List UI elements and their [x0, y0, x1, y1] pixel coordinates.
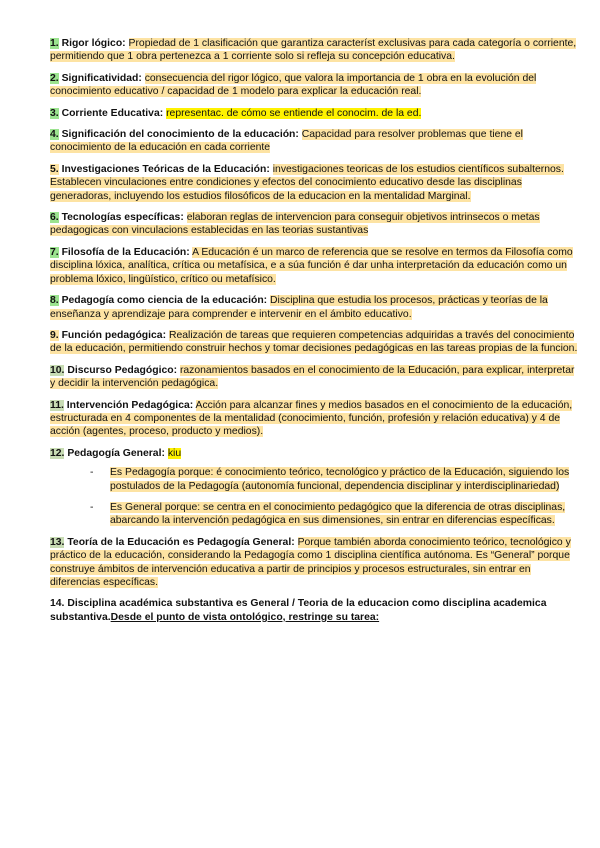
entry-6 [50, 211, 582, 238]
entry-number: 8. [50, 295, 59, 307]
sub-item [90, 501, 582, 528]
entry-definition: investigaciones teoricas de los estudios científicos subalternos. Establecen vinculaciones entre condiciones y efectos del conocimiento educativo desde las disciplinas generadoras, incluyendo los estudios filosóficos de la educacion en la mentalidad Marginal. [50, 163, 564, 202]
entry-definition: Disciplina que estudia los procesos, prácticas y teorías de la enseñanza y aprendizaje para comprender e intervenir en el ámbito educativo. [50, 295, 548, 320]
entry-definition: elaboran reglas de intervencion para conseguir objetivos intrinsecos o metas pedagogicas con vinculacions establecidas en las teorias sustantivas [50, 212, 540, 237]
entry-term: Tecnologías específicas: [61, 212, 184, 224]
entry-term: Significación del conocimiento de la educación: [61, 129, 299, 141]
entry-term: Investigaciones Teóricas de la Educación: [61, 163, 270, 175]
entry-term: Pedagogía como ciencia de la educación: [61, 295, 268, 307]
dash-bullet: - [90, 467, 94, 479]
entry-11 [50, 399, 582, 439]
entry-number: 2. [50, 72, 59, 84]
entry-number: 1. [50, 38, 59, 49]
entry-term: Disciplina académica substantiva es General / Teoria de la educacion como disciplina academica substantiva. [50, 598, 547, 623]
entry-3 [50, 107, 582, 120]
entry-definition: Propiedad de 1 clasificación que garantiza característ exclusivas para cada categoría o corriente, permitiendo que 1 obra pertenezca a 1 corriente solo si refleja su concepción educativa. [50, 38, 577, 63]
entry-term: Corriente Educativa: [61, 107, 164, 119]
entry-number: 7. [50, 246, 59, 258]
entry-number: 13. [50, 536, 65, 548]
entry-term: Filosofía de la Educación: [61, 246, 190, 258]
entry-term: Función pedagógica: [61, 329, 167, 341]
entry-definition: consecuencia del rigor lógico, que valora la importancia de 1 obra en la evolución del conocimiento educativo / capacidad de 1 modelo para explicar la educación real. [50, 72, 537, 98]
entry-number: 3. [50, 107, 59, 119]
entry-number: 12. [50, 447, 65, 459]
entry-4 [50, 128, 582, 155]
entry-definition: Realización de tareas que requieren competencias adquiridas a través del conocimiento de la educación, permitiendo construir hechos y tomar decisiones pedagógicas en las tareas propias de la funcion. [50, 329, 578, 355]
entry-term: Intervención Pedagógica: [66, 399, 194, 411]
sub-list [50, 466, 582, 528]
sub-item [90, 466, 582, 493]
entry-9 [50, 329, 582, 356]
entry-number: 11. [50, 399, 64, 411]
entry-5 [50, 163, 582, 203]
entry-number: 4. [50, 129, 59, 141]
sub-item-text: Es General porque: se centra en el conocimiento pedagógico que la diferencia de otras disciplinas, abarcando la intervención pedagógica en sus dimensiones, sin entrar en diferencias específicas. [110, 501, 566, 527]
dash-bullet: - [90, 501, 94, 513]
entry-definition: razonamientos basados en el conocimiento de la Educación, para explicar, interpretar y decidir la intervención pedagógica. [50, 364, 575, 390]
entry-number: 10. [50, 364, 65, 376]
entry-number: 14. [50, 598, 65, 610]
entry-term: Rigor lógico: [61, 38, 126, 49]
entry-definition: Porque también aborda conocimiento teórico, tecnológico y práctico de la educación, considerando la Pedagogía como 1 disciplina científica autónoma. Es “General” porque construye ámbitos de intervención educativa a partir de principios y procesos estructurales, sin entrar en diferencias específicas. [50, 536, 571, 588]
entry-definition: A Educación é un marco de referencia que se resolve en termos da Filosofía como disciplina lóxica, analítica, crítica ou metafísica, e a súa función é dar unha interpretación da educación como un problema lóxico, lingüístico, crítico ou metafísico. [50, 246, 573, 285]
sub-item-text: Es Pedagogía porque: é conocimiento teórico, tecnológico y práctico de la Educación, siguiendo los postulados de la Pedagogía (autonomía funcional, dependencia disciplinar y interdisciplinariedad) [110, 467, 570, 492]
entry-1 [50, 37, 582, 64]
entry-definition: Acción para alcanzar fines y medios basados en el conocimiento de la educación, estructurada en 4 componentes de la mentalidad (conocimiento, función, profesión y relación educativa) y 4 de acción (agentes, proceso, producto y medios). [50, 399, 573, 438]
entry-8 [50, 294, 582, 321]
entry-12 [50, 447, 582, 528]
entry-term: Teoría de la Educación es Pedagogía General: [67, 536, 295, 548]
entry-term: Pedagogía General: [67, 447, 165, 459]
entry-13 [50, 536, 582, 590]
entry-number: 6. [50, 212, 59, 224]
entry-2 [50, 72, 582, 99]
entry-7 [50, 246, 582, 286]
entry-term: Significatividad: [61, 72, 142, 84]
entry-definition: kiu [167, 447, 182, 459]
entry-14 [50, 597, 582, 624]
entry-number: 9. [50, 329, 59, 341]
entry-term: Discurso Pedagógico: [67, 364, 178, 376]
entry-definition: Capacidad para resolver problemas que tiene el conocimiento de la educación en cada corriente [50, 129, 523, 154]
entry-10 [50, 364, 582, 391]
entry-number: 5. [50, 163, 59, 175]
entry-definition: Desde el punto de vista ontológico, restringe su tarea: [110, 611, 380, 623]
entry-definition: representac. de cómo se entiende el conocim. de la ed. [166, 107, 422, 119]
